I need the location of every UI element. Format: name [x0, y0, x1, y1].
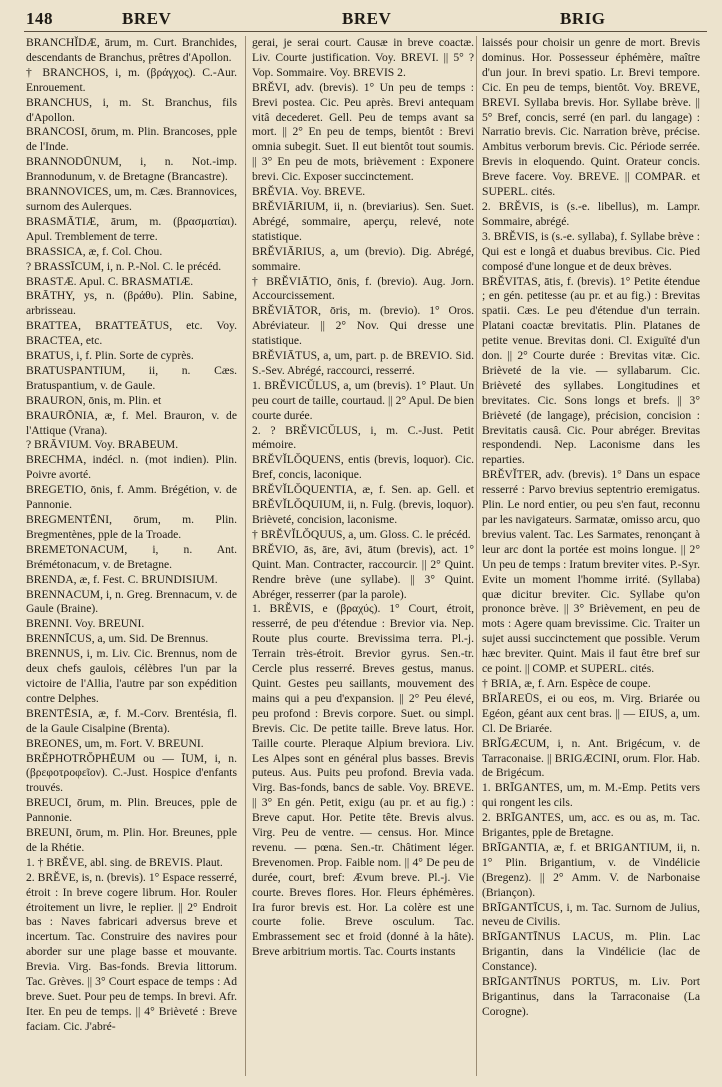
- dictionary-entry: BRĔVIA. Voy. BREVE.: [252, 185, 366, 199]
- dictionary-entry: BRASTÆ. Apul. C. BRASMATIÆ.: [26, 274, 194, 288]
- dictionary-entry: BRĔVIĀTOR, ōris, m. (brevio). 1° Oros. Abréviateur. || 2° Nov. Qui dresse une statistique.: [252, 304, 474, 348]
- dictionary-entry: † BRANCHOS, i, m. (βράγχος). C.-Aur. Enrouement.: [26, 65, 237, 94]
- dictionary-entry: 1. BRĪGANTES, um, m. M.-Emp. Petits vers qui rongent les cils.: [482, 781, 700, 810]
- dictionary-entry: BRENNĪCUS, a, um. Sid. De Brennus.: [26, 632, 209, 646]
- dictionary-entry: BREUCI, ōrum, m. Plin. Breuces, pple de Pannonie.: [26, 796, 237, 825]
- dictionary-entry: BRĀTHY, ys, n. (βράθυ). Plin. Sabine, arbrisseau.: [26, 289, 237, 318]
- page-number: 148: [26, 9, 53, 28]
- dictionary-entry: 3. BRĔVIS, is (s.-e. syllaba), f. Syllabe brève : Qui est e longâ et duabus brevibus. Cic. Pied composé d'une longue et de deux brèves.: [482, 229, 700, 273]
- column-middle: [252, 36, 474, 1080]
- dictionary-entry: † BRĔVĬLŎQUUS, a, um. Gloss. C. le précéd.: [252, 527, 471, 541]
- dictionary-entry: ? BRĀVIUM. Voy. BRABEUM.: [26, 438, 179, 452]
- dictionary-entry: BRATUS, i, f. Plin. Sorte de cyprès.: [26, 349, 194, 363]
- guide-word-left: BREV: [122, 9, 172, 28]
- dictionary-entry: BRĔVIĀRIUS, a, um (brevio). Dig. Abrégé, sommaire.: [252, 244, 474, 273]
- dictionary-entry: 2. ? BRĔVICŬLUS, i, m. C.-Just. Petit mémoire.: [252, 423, 474, 452]
- dictionary-entry: BRĪGANTĪNUS LACUS, m. Plin. Lac Brigantin, dans la Vindélicie (lac de Constance).: [482, 930, 700, 974]
- dictionary-entry: gerai, je serai court. Causæ in breve coactæ. Liv. Courte justification. Voy. BREVI. || 5° ? Vop. Sommaire. Voy. BREVIS 2.: [252, 36, 474, 79]
- dictionary-entry: BREUNI, ōrum, m. Plin. Hor. Breunes, pple de la Rhétie.: [26, 826, 237, 854]
- dictionary-entry: BRENNI. Voy. BREUNI.: [26, 617, 145, 631]
- dictionary-entry: BRĔVĬTER, adv. (brevis). 1° Dans un espace resserré : Parvo brevius septentrio eremigatus. Plin. Le nord entier, ou peu s'en faut, reconnu par les navigateurs. Sarmatæ, omisso arcu, quo brevius valent. Tac. Les Sarmates, renonçant à leur arc dont la portée est moins longue. || 2° Un peu de temps : Iratum breviter vites. P.-Syr. Evite un moment l'homme irrité. (Syllaba) quæ dicitur breviter. Cic. Syllabe qu'on prononce brève. || 3° Brièvement, en peu de mots : Agere quam brevissime. Cic. Traiter un sujet aussi succinctement que possible. Verum hæc breviter. Quint. Mais il faut être bref sur ce point. || COMP. et SUPERL. cités.: [482, 468, 700, 676]
- dictionary-entry: BRATUSPANTIUM, ii, n. Cæs. Bratuspantium, v. de Gaule.: [26, 363, 237, 392]
- dictionary-entry: BRECHMA, indécl. n. (mot indien). Plin. Poivre avorté.: [26, 453, 237, 482]
- dictionary-entry: BRATTEA, BRATTEĀTUS, etc. Voy. BRACTEA, etc.: [26, 319, 237, 348]
- header-rule: [24, 31, 707, 32]
- running-header: [0, 9, 722, 31]
- dictionary-entry: laissés pour choisir un genre de mort. Brevis dominus. Hor. Possesseur éphémère, maître d'un jour. In brevi spatio. Lr. Brevi tempore. Cic. En peu de temps, bientôt. Voy. BREVE, BREVI. Syllaba brevis. Hor. Syllabe brève. || 5° Bref, concis, serré (en parl. du langage) : Narratio brevis. Cic. Narration brève, précise. Ambitus verborum brevis. Cic. Période serrée. Brevis in eloquendo. Quint. Orateur concis. Breve facere. Voy. BREVE. || COMPAR. et SUPERL. cités.: [482, 36, 700, 199]
- dictionary-entry: BRĔVIĀRIUM, ii, n. (breviarius). Sen. Suet. Abrégé, sommaire, aperçu, relevé, note statistique.: [252, 199, 474, 243]
- dictionary-entry: 2. BRĪGANTES, um, acc. es ou as, m. Tac. Brigantes, pple de Bretagne.: [482, 811, 700, 840]
- dictionary-entry: BREGMENTĒNI, ōrum, m. Plin. Bregmentènes, pple de la Troade.: [26, 513, 237, 541]
- dictionary-entry: BRENNUS, i, m. Liv. Cic. Brennus, nom de deux chefs gaulois, célèbres l'un par la victoire de l'Allia, l'autre par son expédition contre Delphes.: [26, 647, 237, 705]
- column-right: [482, 36, 700, 1080]
- guide-word-center: BREV: [342, 9, 392, 28]
- dictionary-entry: BRANCOSI, ōrum, m. Plin. Brancoses, pple de l'Inde.: [26, 125, 237, 154]
- dictionary-entry: BRĔVĬLŎQUENS, entis (brevis, loquor). Cic. Bref, concis, laconique.: [252, 453, 474, 482]
- dictionary-entry: BRĔVĬLŎQUENTIA, æ, f. Sen. ap. Gell. et BRĔVĬLŎQUIUM, ii, n. Fulg. (brevis, loquor). Brièveté, concision, laconisme.: [252, 483, 474, 526]
- dictionary-entry: BRĔVI, adv. (brevis). 1° Un peu de temps : Brevi postea. Cic. Peu après. Brevi antequam vitâ decederet. Gell. Peu de temps avant sa mort. || 2° En peu de temps, bientôt : Brevi omnia subegit. Suet. Il eut bientôt tout soumis. || 3° En peu de mots, brièvement : Exponere brevi. Cic. Exposer succinctement.: [252, 80, 474, 184]
- dictionary-entry: BRENDA, æ, f. Fest. C. BRUNDISIUM.: [26, 572, 218, 586]
- dictionary-entry: 2. BRĔVIS, is (s.-e. libellus), m. Lampr. Sommaire, abrégé.: [482, 199, 700, 228]
- dictionary-entry: BRĪGANTĪNUS PORTUS, m. Liv. Port Brigantinus, dans la Tarraconaise (La Corogne).: [482, 975, 700, 1018]
- dictionary-entry: BRANCHUS, i, m. St. Branchus, fils d'Apollon.: [26, 95, 237, 124]
- dictionary-entry: 1. † BRĔVE, abl. sing. de BREVIS. Plaut.: [26, 855, 223, 869]
- dictionary-entry: BRĔVIO, ās, āre, āvi, ātum (brevis), act. 1° Quint. Man. Contracter, raccourcir. || 2° Quint. Rendre brève (une syllabe). || 3° Quint. Abréger, resserrer (par la parole).: [252, 542, 474, 601]
- dictionary-entry: BREONES, um, m. Fort. V. BREUNI.: [26, 736, 204, 750]
- dictionary-entry: BRAURON, ōnis, m. Plin. et: [26, 393, 162, 407]
- dictionary-entry: BRASSICA, æ, f. Col. Chou.: [26, 244, 163, 258]
- dictionary-entry: † BRIA, æ, f. Arn. Espèce de coupe.: [482, 676, 651, 690]
- dictionary-entry: BRANNOVICES, um, m. Cæs. Brannovices, surnom des Aulerques.: [26, 185, 237, 213]
- dictionary-entry: BREMETONACUM, i, n. Ant. Brémétonacum, v. de Bretagne.: [26, 542, 237, 571]
- dictionary-entry: BRENTĒSIA, æ, f. M.-Corv. Brentésia, fl. de la Gaule Cisalpine (Brenta).: [26, 706, 237, 735]
- dictionary-entry: 1. BRĔVICŬLUS, a, um (brevis). 1° Plaut. Un peu court de taille, courtaud. || 2° Apul. De bien courte durée.: [252, 378, 474, 422]
- dictionary-entry: BRENNACUM, i, n. Greg. Brennacum, v. de Gaule (Braine).: [26, 587, 237, 616]
- column-divider: [476, 36, 477, 1076]
- column-divider: [245, 36, 246, 1076]
- dictionary-entry: BRĪGANTĪCUS, i, m. Tac. Surnom de Julius, neveu de Civilis.: [482, 900, 700, 929]
- dictionary-entry: ? BRASSĪCUM, i, n. P.-Nol. C. le précéd.: [26, 259, 222, 273]
- dictionary-entry: 1. BRĔVIS, e (βραχύς). 1° Court, étroit, resserré, de peu d'étendue : Brevior via. Nep. Route plus courte. Brevissima terra. Pl.-j. Terrain très-étroit. Brevior gyrus. Sen.-tr. Cercle plus resserré. Breves gestus, manus. Quint. Gestes peu saillants, mouvement des mains qui a peu d'expansion. || 2° Peu élevé, peu profond : Brevis corpore. Suet. ou simpl. Brevis. Cic. De petite taille. Breve latus. Hor. Taille courte. Pleraque Alpium breviora. Liv. Les Alpes sont en général plus basses. Brevis puteus. Aus. Puits peu profond. Brevia vada. Virg. Bas-fonds, bancs de sable. Voy. BREVE. || 3° En gén. Petit, exigu (au pr. et au fig.) : Breve caput. Hor. Petite tête. Brevis alvus. Virg. Peu de ventre. — census. Hor. Mince revenu. — pœna. Sen.-tr. Châtiment léger. Brevenomen. Prop. Faible nom. || 4° De peu de durée, court, bref: Ævum breve. Pl.-j. Vie courte. Breves flores. Hor. Fleurs éphémères. Ira furor brevis est. Hor. La colère est une courte folie. Breve osculum. Tac. Embrassement sec et froid (donné à la hâte). Breve arbitrium mortis. Tac. Courts instants: [252, 602, 474, 959]
- dictionary-entry: BRĪGANTIA, æ, f. et BRIGANTIUM, ii, n. 1° Plin. Brigantium, v. de Vindélicie (Bregenz). || 2° Amm. V. de Narbonaise (Briançon).: [482, 840, 700, 899]
- dictionary-entry: BRANNODŪNUM, i, n. Not.-imp. Brannodunum, v. de Bretagne (Brancastre).: [26, 155, 237, 184]
- dictionary-entry: BRĔVIĀTUS, a, um, part. p. de BREVIO. Sid. S.-Sev. Abrégé, raccourci, resserré.: [252, 349, 474, 377]
- dictionary-entry: BRASMĀTIÆ, ārum, m. (βρασματίαι). Apul. Tremblement de terre.: [26, 214, 237, 243]
- column-left: [26, 36, 237, 1080]
- dictionary-entry: BREGETIO, ōnis, f. Amm. Brégétion, v. de Pannonie.: [26, 483, 237, 512]
- dictionary-entry: 2. BRĔVE, is, n. (brevis). 1° Espace resserré, étroit : In breve cogere librum. Hor. Rouler étroitement un livre, le replier. || 2° Endroit bas : Naves fabricari adversus breve et incertum. Tac. Construire des navires pour aborder sur une plage basse et mouvante. Brevia. Virg. Bas-fonds. Brevia littorum. Tac. Grèves. || 3° Court espace de temps : Ad breve. Suet. Pour peu de temps. In brevi. Afr. Iter. En peu de temps. || 4° Brièveté : Breve faciam. Cic. J'abré-: [26, 870, 237, 1033]
- dictionary-entry: BRĔPHOTRŎPHĒUM ou — ĪUM, i, n. (βρεφοτροφεῖον). C.-Just. Hospice d'enfants trouvés.: [26, 751, 237, 795]
- dictionary-entry: BRĬGÆCUM, i, n. Ant. Brigécum, v. de Tarraconaise. || BRIGÆCINI, orum. Flor. Hab. de Brigécum.: [482, 736, 700, 780]
- dictionary-entry: BRĬAREŪS, ei ou eos, m. Virg. Briarée ou Egéon, géant aux cent bras. || — EIUS, a, um. Cl. De Briarée.: [482, 691, 700, 735]
- guide-word-right: BRIG: [560, 9, 606, 28]
- dictionary-entry: BRAURŌNIA, æ, f. Mel. Brauron, v. de l'Attique (Vrana).: [26, 408, 237, 437]
- dictionary-entry: † BRĔVIĀTIO, ōnis, f. (brevio). Aug. Jorn. Accourcissement.: [252, 274, 474, 303]
- dictionary-entry: BRĔVITAS, ātis, f. (brevis). 1° Petite étendue ; en gén. petitesse (au pr. et au fig.) : Brevitas spatii. Cæs. Le peu d'étendue d'un terrain. Platani coactæ brevitatis. Plin. Platanes de petite venue. Brevitas doni. Cl. Exiguïté d'un don. || 2° Courte durée : Brevitas vitæ. Cic. Brièveté de la vie. — syllabarum. Cic. Brièveté des syllabes. Longitudines et brevitates. Cic. Sons longs et brefs. || 3° Brièveté (de langage), précision, concision : Brevitatis causâ. Cic. Pour abréger. Brevitas respondendi. Nep. Laconisme dans les reparties.: [482, 274, 700, 467]
- dictionary-entry: BRANCHĬDÆ, ārum, m. Curt. Branchides, descendants de Branchus, prêtres d'Apollon.: [26, 36, 237, 64]
